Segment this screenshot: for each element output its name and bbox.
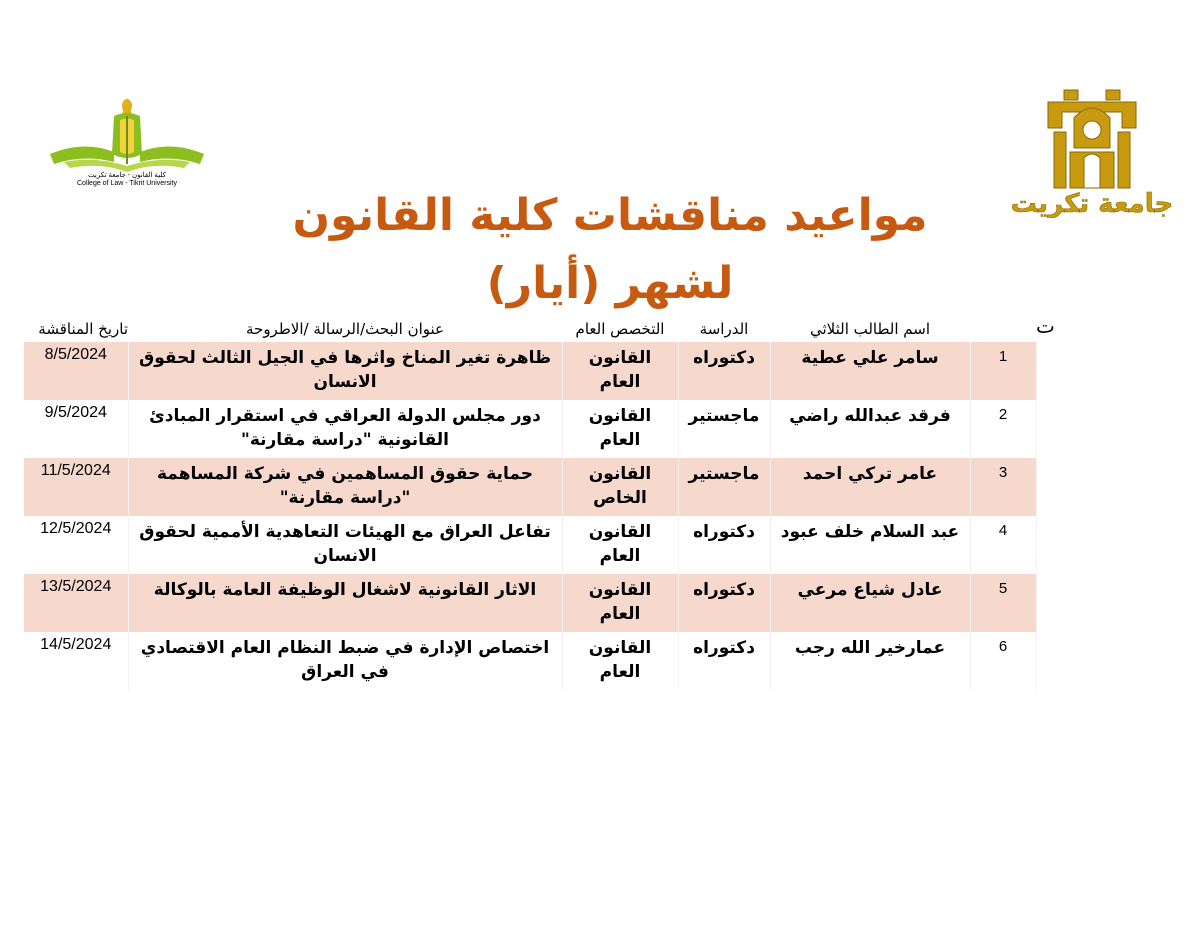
page-title: مواعيد مناقشات كلية القانون [292, 190, 928, 241]
cell-date: 14/5/2024 [24, 632, 128, 690]
logo-left-caption: كلية القانون - جامعة تكريت College of Law - Tikrit University [77, 172, 177, 187]
col-header-title: عنوان البحث/الرسالة /الاطروحة [246, 320, 444, 338]
table-row [24, 458, 1070, 516]
cell-degree: دكتوراه [678, 632, 770, 690]
cell-blank [1036, 342, 1070, 400]
col-header-date: تاريخ المناقشة [38, 320, 128, 338]
cell-blank [1036, 458, 1070, 516]
cell-date: 11/5/2024 [24, 458, 128, 516]
cell-title: ظاهرة تغير المناخ واثرها في الجيل الثالث لحقوق الانسان [128, 342, 562, 400]
cell-date: 12/5/2024 [24, 516, 128, 574]
cell-name: سامر علي عطية [770, 342, 970, 400]
table-row [24, 400, 1070, 458]
cell-title: تفاعل العراق مع الهيئات التعاهدية الأممية لحقوق الانسان [128, 516, 562, 574]
cell-specialization: القانون العام [562, 632, 678, 690]
table-header-row [24, 312, 1070, 342]
cell-title: دور مجلس الدولة العراقي في استقرار المبادئ القانونية "دراسة مقارنة" [128, 400, 562, 458]
cell-date: 13/5/2024 [24, 574, 128, 632]
cell-degree: دكتوراه [678, 516, 770, 574]
cell-title: الاثار القانونية لاشغال الوظيفة العامة بالوكالة [128, 574, 562, 632]
cell-date: 8/5/2024 [24, 342, 128, 400]
cell-num: 5 [970, 574, 1036, 632]
table-row [24, 516, 1070, 574]
cell-degree: ماجستير [678, 400, 770, 458]
table-row [24, 574, 1070, 632]
table-row [24, 632, 1070, 690]
cell-specialization: القانون العام [562, 574, 678, 632]
col-header-spacer [970, 312, 1036, 342]
cell-specialization: القانون الخاص [562, 458, 678, 516]
cell-specialization: القانون العام [562, 342, 678, 400]
cell-num: 6 [970, 632, 1036, 690]
cell-blank [1036, 516, 1070, 574]
cell-num: 4 [970, 516, 1036, 574]
page-subtitle: لشهر (أيار) [486, 258, 734, 309]
cell-num: 1 [970, 342, 1036, 400]
col-header-degree: الدراسة [699, 320, 749, 338]
cell-degree: ماجستير [678, 458, 770, 516]
cell-name: عامر تركي احمد [770, 458, 970, 516]
col-header-name: اسم الطالب الثلاثي [809, 320, 931, 338]
cell-blank [1036, 632, 1070, 690]
cell-title: اختصاص الإدارة في ضبط النظام العام الاقتصادي في العراق [128, 632, 562, 690]
col-header-num: ت [1036, 314, 1055, 338]
cell-name: عبد السلام خلف عبود [770, 516, 970, 574]
tikrit-university-logo [1004, 88, 1180, 218]
cell-blank [1036, 574, 1070, 632]
cell-name: عمارخير الله رجب [770, 632, 970, 690]
cell-blank [1036, 400, 1070, 458]
cell-name: عادل شياع مرعي [770, 574, 970, 632]
cell-name: فرقد عبدالله راضي [770, 400, 970, 458]
cell-specialization: القانون العام [562, 400, 678, 458]
cell-degree: دكتوراه [678, 574, 770, 632]
cell-num: 2 [970, 400, 1036, 458]
col-header-specialization: التخصص العام [575, 320, 665, 338]
cell-title: حماية حقوق المساهمين في شركة المساهمة "دراسة مقارنة" [128, 458, 562, 516]
schedule-table-body [24, 312, 1070, 690]
cell-date: 9/5/2024 [24, 400, 128, 458]
table-row [24, 342, 1070, 400]
cell-degree: دكتوراه [678, 342, 770, 400]
cell-specialization: القانون العام [562, 516, 678, 574]
logo-right-text: جامعة تكريت [1010, 189, 1174, 218]
cell-num: 3 [970, 458, 1036, 516]
